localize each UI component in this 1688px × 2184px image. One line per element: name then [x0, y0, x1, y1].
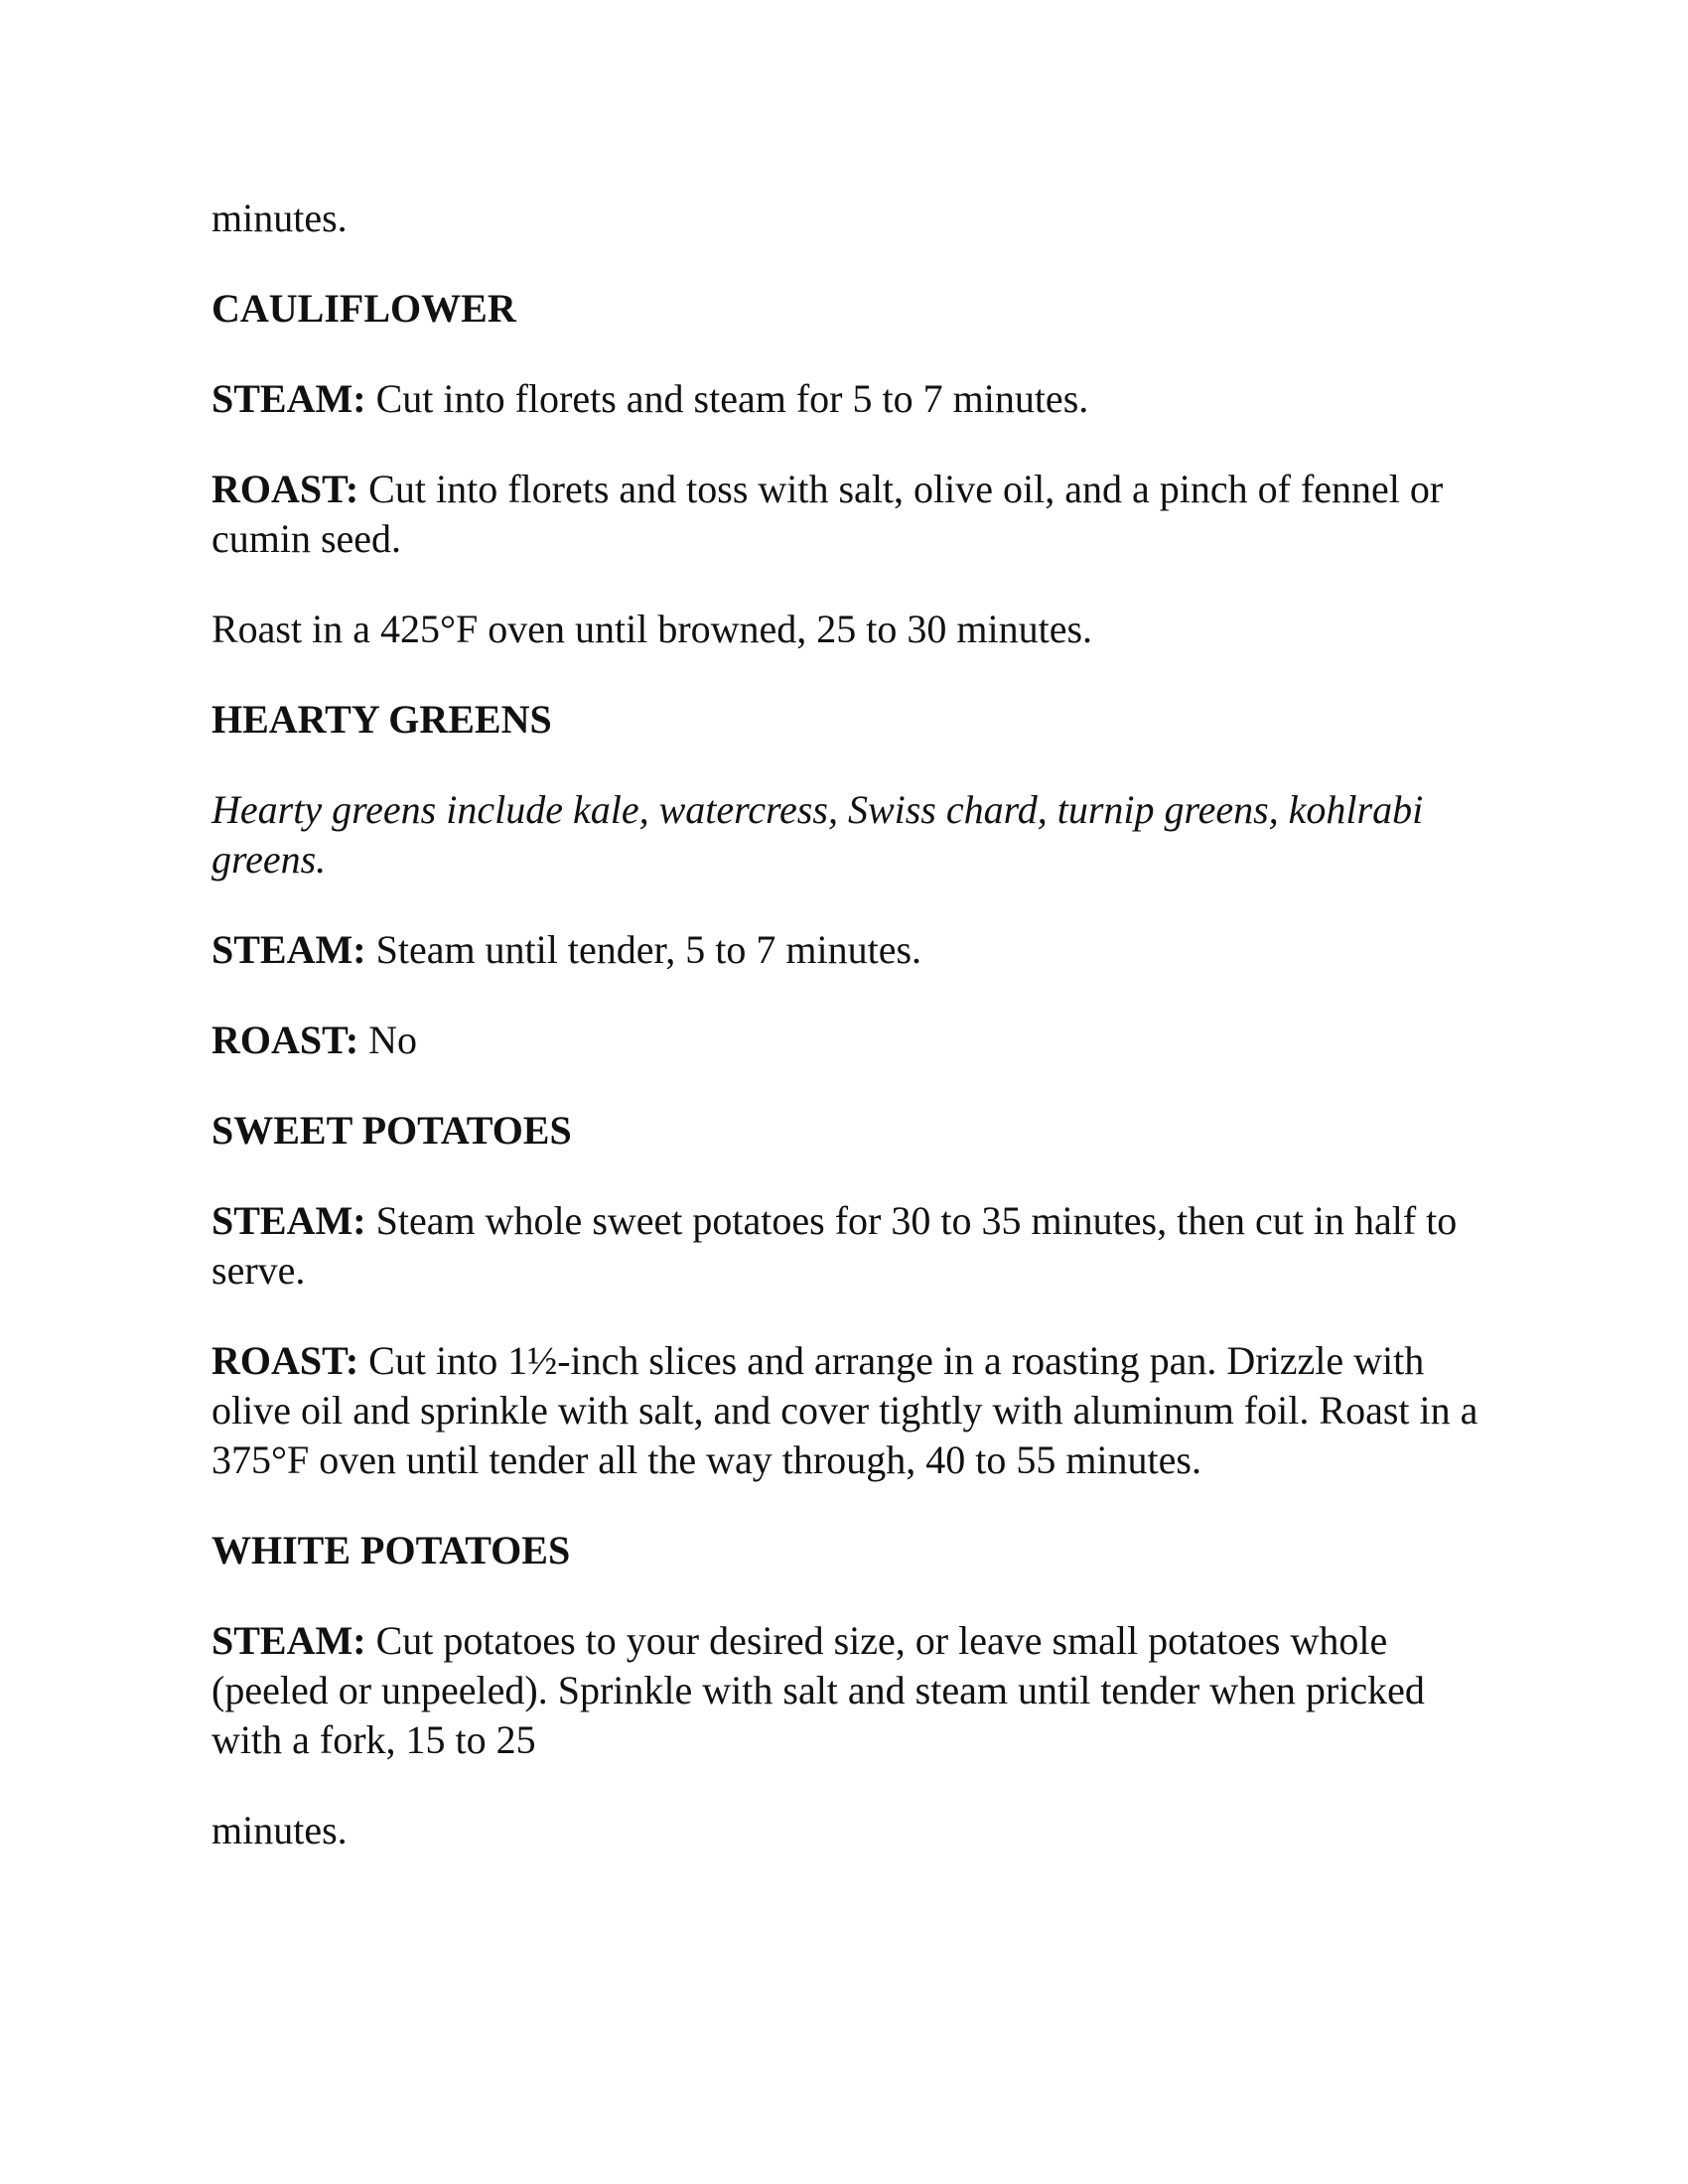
- section-heading-hearty-greens: HEARTY GREENS: [211, 697, 552, 742]
- section-heading-sweet-potatoes: SWEET POTATOES: [211, 1108, 572, 1153]
- white-potatoes-steam-paragraph: [211, 1616, 1492, 1765]
- steam-label: STEAM:: [211, 376, 366, 421]
- cauliflower-steam-paragraph: [211, 374, 1492, 424]
- roast-instructions: Cut into florets and toss with salt, olive oil, and a pinch of fennel or cumin seed.: [211, 467, 1444, 561]
- hearty-greens-roast-paragraph: [211, 1016, 1492, 1065]
- cauliflower-roast-detail: Roast in a 425°F oven until browned, 25 to 30 minutes.: [211, 607, 1093, 651]
- roast-label: ROAST:: [211, 1338, 359, 1383]
- document-page: [211, 194, 1492, 1896]
- sweet-potatoes-roast-paragraph: [211, 1336, 1492, 1485]
- section-heading-white-potatoes: WHITE POTATOES: [211, 1528, 571, 1572]
- hearty-greens-steam-paragraph: [211, 925, 1492, 975]
- roast-instructions: Cut into 1½-inch slices and arrange in a roasting pan. Drizzle with olive oil and sprinkle with salt, and cover tightly with aluminum foil. Roast in a 375°F oven until tender all the way through, 40 to 55 minutes.: [211, 1338, 1478, 1482]
- cauliflower-roast-paragraph: [211, 465, 1492, 564]
- steam-label: STEAM:: [211, 1198, 366, 1243]
- continuation-text: minutes.: [211, 1808, 348, 1852]
- steam-instructions: Steam whole sweet potatoes for 30 to 35 minutes, then cut in half to serve.: [211, 1198, 1458, 1293]
- hearty-greens-note: Hearty greens include kale, watercress, Swiss chard, turnip greens, kohlrabi greens.: [211, 787, 1424, 882]
- roast-instructions: No: [368, 1018, 418, 1062]
- section-heading-cauliflower: CAULIFLOWER: [211, 286, 516, 331]
- sweet-potatoes-steam-paragraph: [211, 1196, 1492, 1296]
- steam-label: STEAM:: [211, 927, 366, 972]
- roast-label: ROAST:: [211, 467, 359, 511]
- steam-instructions: Cut into florets and steam for 5 to 7 minutes.: [375, 376, 1089, 421]
- steam-instructions: Steam until tender, 5 to 7 minutes.: [375, 927, 922, 972]
- continuation-text: minutes.: [211, 196, 348, 240]
- steam-instructions: Cut potatoes to your desired size, or leave small potatoes whole (peeled or unpeeled). Sprinkle with salt and steam until tender when pricked with a fork, 15 to 25: [211, 1618, 1425, 1762]
- roast-label: ROAST:: [211, 1018, 359, 1062]
- steam-label: STEAM:: [211, 1618, 366, 1663]
